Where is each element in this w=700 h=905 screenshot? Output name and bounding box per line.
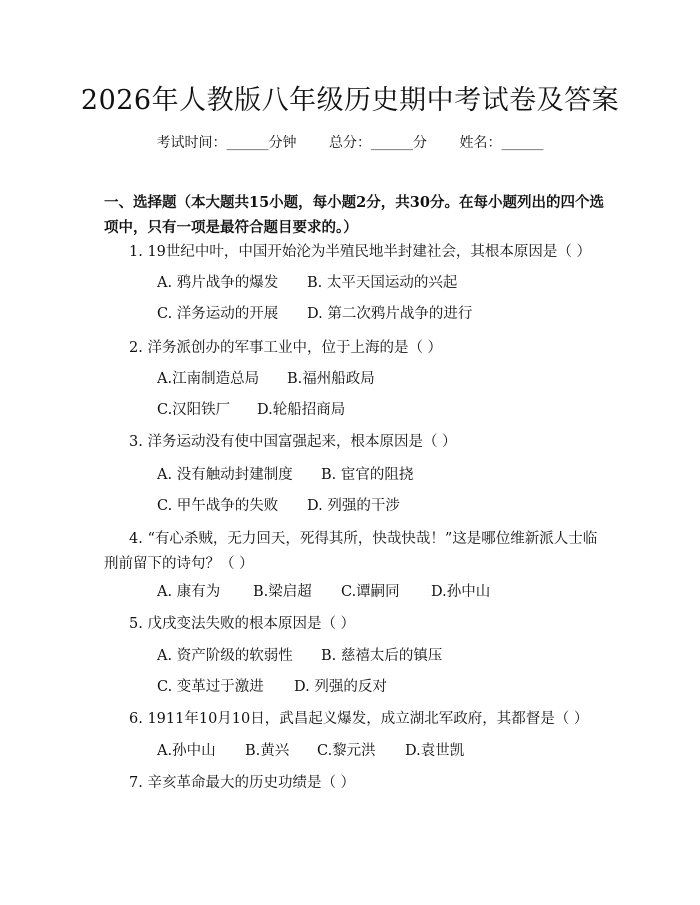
student-name-field: 姓名：______ xyxy=(459,135,544,151)
question-1-options-row-1 xyxy=(157,271,457,296)
option-d: D.轮船招商局 xyxy=(257,402,346,418)
page-title: 2026年人教版八年级历史期中考试卷及答案 xyxy=(80,85,620,116)
option-b: B.梁启超 xyxy=(253,584,312,600)
question-7: 7. 辛亥革命最大的历史功绩是（ ） xyxy=(129,775,356,791)
option-d: D.袁世凯 xyxy=(405,743,465,759)
question-4: 4. “有心杀贼，无力回天，死得其所，快哉快哉！”这是哪位维新派人士临刑前留下的诗句？（ ） xyxy=(104,531,598,572)
option-c: C.黎元洪 xyxy=(317,743,376,759)
question-2: 2. 洋务派创办的军事工业中，位于上海的是（ ） xyxy=(129,340,443,356)
option-b: B.福州船政局 xyxy=(287,371,375,387)
question-6: 6. 1911年10月10日，武昌起义爆发，成立湖北军政府，其都督是（ ） xyxy=(129,711,589,727)
option-d: D. 第二次鸦片战争的进行 xyxy=(307,306,473,322)
question-1: 1. 19世纪中叶，中国开始沦为半殖民地半封建社会，其根本原因是（ ） xyxy=(129,244,592,260)
question-3-options-row-2 xyxy=(157,494,400,519)
option-a: A. 鸦片战争的爆发 xyxy=(157,275,279,291)
option-a: A. 康有为 xyxy=(157,584,221,600)
option-a: A.江南制造总局 xyxy=(157,371,260,387)
option-b: B.黄兴 xyxy=(245,743,290,759)
question-3: 3. 洋务运动没有使中国富强起来，根本原因是（ ） xyxy=(129,434,457,450)
option-b: B. 宦官的阻挠 xyxy=(321,467,414,483)
option-b: B. 太平天国运动的兴起 xyxy=(307,275,458,291)
option-d: D. 列强的反对 xyxy=(294,679,387,695)
exam-info-line xyxy=(0,132,700,152)
option-a: A. 资产阶级的软弱性 xyxy=(157,648,293,664)
question-4-options-row-1 xyxy=(157,580,490,605)
question-1-options-row-2 xyxy=(157,302,472,327)
question-3-options-row-1 xyxy=(157,463,413,488)
question-5-options-row-2 xyxy=(157,675,387,700)
question-5: 5. 戊戌变法失败的根本原因是（ ） xyxy=(129,616,356,632)
option-b: B. 慈禧太后的镇压 xyxy=(321,648,443,664)
option-c: C.汉阳铁厂 xyxy=(157,402,231,418)
exam-time-field: 考试时间：______分钟 xyxy=(156,135,297,151)
option-d: D. 列强的干涉 xyxy=(307,498,400,514)
question-2-options-row-2 xyxy=(157,398,345,423)
option-d: D.孙中山 xyxy=(431,584,491,600)
option-c: C. 甲午战争的失败 xyxy=(157,498,279,514)
total-score-field: 总分：______分 xyxy=(329,135,427,151)
option-a: A. 没有触动封建制度 xyxy=(157,467,293,483)
question-5-options-row-1 xyxy=(157,644,442,669)
option-c: C.谭嗣同 xyxy=(341,584,400,600)
question-2-options-row-1 xyxy=(157,367,375,392)
question-6-options-row-1 xyxy=(157,739,464,764)
option-c: C. 洋务运动的开展 xyxy=(157,306,279,322)
option-a: A.孙中山 xyxy=(157,743,216,759)
option-c: C. 变革过于激进 xyxy=(157,679,264,695)
section-heading: 一、选择题（本大题共15小题，每小题2分，共30分。在每小题列出的四个选项中，只有一项是最符合题目要求的。） xyxy=(104,194,604,236)
